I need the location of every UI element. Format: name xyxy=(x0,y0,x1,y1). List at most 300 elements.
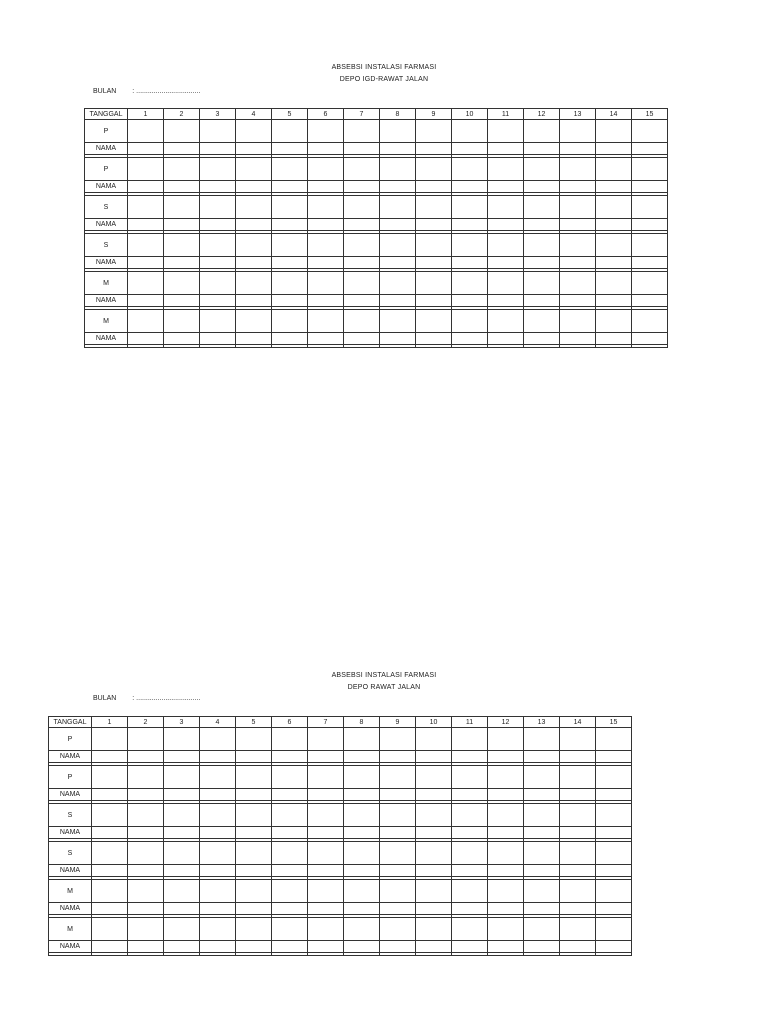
name-cell[interactable] xyxy=(380,941,416,953)
name-cell[interactable] xyxy=(236,865,272,877)
attendance-cell[interactable] xyxy=(164,272,200,295)
name-cell[interactable] xyxy=(236,257,272,269)
attendance-cell[interactable] xyxy=(452,842,488,865)
attendance-cell[interactable] xyxy=(308,918,344,941)
attendance-cell[interactable] xyxy=(488,272,524,295)
name-cell[interactable] xyxy=(236,333,272,345)
attendance-cell[interactable] xyxy=(308,272,344,295)
name-cell[interactable] xyxy=(200,903,236,915)
attendance-cell[interactable] xyxy=(380,310,416,333)
attendance-cell[interactable] xyxy=(164,880,200,903)
name-cell[interactable] xyxy=(200,941,236,953)
name-cell[interactable] xyxy=(308,827,344,839)
name-cell[interactable] xyxy=(308,181,344,193)
attendance-cell[interactable] xyxy=(452,766,488,789)
attendance-cell[interactable] xyxy=(596,766,632,789)
name-cell[interactable] xyxy=(236,219,272,231)
name-cell[interactable] xyxy=(596,827,632,839)
name-cell[interactable] xyxy=(128,257,164,269)
name-cell[interactable] xyxy=(200,181,236,193)
name-cell[interactable] xyxy=(92,903,128,915)
attendance-cell[interactable] xyxy=(236,880,272,903)
attendance-cell[interactable] xyxy=(632,120,668,143)
attendance-cell[interactable] xyxy=(164,918,200,941)
attendance-cell[interactable] xyxy=(272,766,308,789)
name-cell[interactable] xyxy=(308,295,344,307)
attendance-cell[interactable] xyxy=(236,158,272,181)
name-cell[interactable] xyxy=(452,143,488,155)
name-cell[interactable] xyxy=(164,827,200,839)
name-cell[interactable] xyxy=(164,751,200,763)
attendance-cell[interactable] xyxy=(200,196,236,219)
name-cell[interactable] xyxy=(272,295,308,307)
attendance-cell[interactable] xyxy=(380,918,416,941)
attendance-cell[interactable] xyxy=(236,196,272,219)
attendance-cell[interactable] xyxy=(560,842,596,865)
attendance-cell[interactable] xyxy=(560,158,596,181)
attendance-cell[interactable] xyxy=(128,728,164,751)
name-cell[interactable] xyxy=(524,827,560,839)
name-cell[interactable] xyxy=(560,865,596,877)
name-cell[interactable] xyxy=(596,181,632,193)
name-cell[interactable] xyxy=(344,789,380,801)
attendance-cell[interactable] xyxy=(236,120,272,143)
attendance-cell[interactable] xyxy=(596,804,632,827)
attendance-cell[interactable] xyxy=(308,728,344,751)
attendance-cell[interactable] xyxy=(128,804,164,827)
name-cell[interactable] xyxy=(344,143,380,155)
name-cell[interactable] xyxy=(416,789,452,801)
attendance-cell[interactable] xyxy=(308,158,344,181)
name-cell[interactable] xyxy=(272,257,308,269)
attendance-cell[interactable] xyxy=(128,310,164,333)
attendance-cell[interactable] xyxy=(200,310,236,333)
name-cell[interactable] xyxy=(632,219,668,231)
name-cell[interactable] xyxy=(236,295,272,307)
name-cell[interactable] xyxy=(560,257,596,269)
attendance-cell[interactable] xyxy=(92,766,128,789)
name-cell[interactable] xyxy=(308,941,344,953)
name-cell[interactable] xyxy=(128,143,164,155)
attendance-cell[interactable] xyxy=(272,234,308,257)
name-cell[interactable] xyxy=(488,143,524,155)
name-cell[interactable] xyxy=(344,219,380,231)
name-cell[interactable] xyxy=(380,143,416,155)
name-cell[interactable] xyxy=(488,865,524,877)
name-cell[interactable] xyxy=(632,333,668,345)
attendance-cell[interactable] xyxy=(560,310,596,333)
attendance-cell[interactable] xyxy=(344,272,380,295)
attendance-cell[interactable] xyxy=(164,728,200,751)
name-cell[interactable] xyxy=(452,941,488,953)
attendance-cell[interactable] xyxy=(308,766,344,789)
name-cell[interactable] xyxy=(200,295,236,307)
name-cell[interactable] xyxy=(92,941,128,953)
name-cell[interactable] xyxy=(488,827,524,839)
attendance-cell[interactable] xyxy=(560,804,596,827)
name-cell[interactable] xyxy=(200,865,236,877)
name-cell[interactable] xyxy=(632,257,668,269)
attendance-cell[interactable] xyxy=(272,120,308,143)
name-cell[interactable] xyxy=(524,257,560,269)
attendance-cell[interactable] xyxy=(596,880,632,903)
name-cell[interactable] xyxy=(344,941,380,953)
name-cell[interactable] xyxy=(272,865,308,877)
attendance-cell[interactable] xyxy=(524,804,560,827)
attendance-cell[interactable] xyxy=(452,272,488,295)
attendance-cell[interactable] xyxy=(524,310,560,333)
attendance-cell[interactable] xyxy=(344,842,380,865)
name-cell[interactable] xyxy=(524,295,560,307)
attendance-cell[interactable] xyxy=(272,196,308,219)
name-cell[interactable] xyxy=(236,181,272,193)
attendance-cell[interactable] xyxy=(524,196,560,219)
attendance-cell[interactable] xyxy=(488,310,524,333)
name-cell[interactable] xyxy=(308,257,344,269)
name-cell[interactable] xyxy=(488,789,524,801)
name-cell[interactable] xyxy=(128,903,164,915)
name-cell[interactable] xyxy=(272,181,308,193)
name-cell[interactable] xyxy=(236,941,272,953)
name-cell[interactable] xyxy=(488,333,524,345)
name-cell[interactable] xyxy=(200,333,236,345)
name-cell[interactable] xyxy=(488,903,524,915)
name-cell[interactable] xyxy=(236,751,272,763)
name-cell[interactable] xyxy=(488,751,524,763)
attendance-cell[interactable] xyxy=(344,310,380,333)
name-cell[interactable] xyxy=(596,219,632,231)
name-cell[interactable] xyxy=(128,827,164,839)
attendance-cell[interactable] xyxy=(308,842,344,865)
attendance-cell[interactable] xyxy=(524,728,560,751)
attendance-cell[interactable] xyxy=(596,234,632,257)
attendance-cell[interactable] xyxy=(128,880,164,903)
attendance-cell[interactable] xyxy=(488,234,524,257)
name-cell[interactable] xyxy=(416,257,452,269)
name-cell[interactable] xyxy=(308,333,344,345)
name-cell[interactable] xyxy=(416,751,452,763)
name-cell[interactable] xyxy=(596,257,632,269)
name-cell[interactable] xyxy=(344,333,380,345)
name-cell[interactable] xyxy=(560,295,596,307)
name-cell[interactable] xyxy=(164,143,200,155)
attendance-cell[interactable] xyxy=(200,842,236,865)
attendance-cell[interactable] xyxy=(560,196,596,219)
name-cell[interactable] xyxy=(452,827,488,839)
attendance-cell[interactable] xyxy=(236,234,272,257)
attendance-cell[interactable] xyxy=(380,804,416,827)
name-cell[interactable] xyxy=(200,827,236,839)
attendance-cell[interactable] xyxy=(308,120,344,143)
attendance-cell[interactable] xyxy=(128,272,164,295)
name-cell[interactable] xyxy=(524,143,560,155)
attendance-cell[interactable] xyxy=(92,880,128,903)
name-cell[interactable] xyxy=(380,827,416,839)
name-cell[interactable] xyxy=(596,789,632,801)
attendance-cell[interactable] xyxy=(236,310,272,333)
attendance-cell[interactable] xyxy=(452,880,488,903)
attendance-cell[interactable] xyxy=(452,120,488,143)
attendance-cell[interactable] xyxy=(272,728,308,751)
attendance-cell[interactable] xyxy=(416,234,452,257)
name-cell[interactable] xyxy=(344,751,380,763)
name-cell[interactable] xyxy=(272,333,308,345)
attendance-cell[interactable] xyxy=(236,728,272,751)
attendance-cell[interactable] xyxy=(596,842,632,865)
name-cell[interactable] xyxy=(560,827,596,839)
attendance-cell[interactable] xyxy=(632,234,668,257)
name-cell[interactable] xyxy=(380,789,416,801)
name-cell[interactable] xyxy=(560,903,596,915)
name-cell[interactable] xyxy=(416,295,452,307)
name-cell[interactable] xyxy=(524,751,560,763)
name-cell[interactable] xyxy=(236,789,272,801)
name-cell[interactable] xyxy=(344,903,380,915)
name-cell[interactable] xyxy=(524,219,560,231)
attendance-cell[interactable] xyxy=(524,766,560,789)
name-cell[interactable] xyxy=(200,257,236,269)
attendance-cell[interactable] xyxy=(200,234,236,257)
attendance-cell[interactable] xyxy=(164,842,200,865)
name-cell[interactable] xyxy=(380,903,416,915)
attendance-cell[interactable] xyxy=(416,880,452,903)
name-cell[interactable] xyxy=(308,143,344,155)
name-cell[interactable] xyxy=(560,219,596,231)
attendance-cell[interactable] xyxy=(128,234,164,257)
name-cell[interactable] xyxy=(452,333,488,345)
name-cell[interactable] xyxy=(416,865,452,877)
name-cell[interactable] xyxy=(200,789,236,801)
name-cell[interactable] xyxy=(344,865,380,877)
name-cell[interactable] xyxy=(380,751,416,763)
attendance-cell[interactable] xyxy=(380,234,416,257)
attendance-cell[interactable] xyxy=(128,766,164,789)
name-cell[interactable] xyxy=(632,143,668,155)
attendance-cell[interactable] xyxy=(380,158,416,181)
name-cell[interactable] xyxy=(452,257,488,269)
name-cell[interactable] xyxy=(416,903,452,915)
attendance-cell[interactable] xyxy=(164,234,200,257)
name-cell[interactable] xyxy=(128,941,164,953)
attendance-cell[interactable] xyxy=(524,880,560,903)
name-cell[interactable] xyxy=(344,181,380,193)
name-cell[interactable] xyxy=(128,333,164,345)
attendance-cell[interactable] xyxy=(200,880,236,903)
attendance-cell[interactable] xyxy=(596,158,632,181)
name-cell[interactable] xyxy=(416,941,452,953)
attendance-cell[interactable] xyxy=(236,272,272,295)
attendance-cell[interactable] xyxy=(344,158,380,181)
attendance-cell[interactable] xyxy=(416,196,452,219)
name-cell[interactable] xyxy=(344,257,380,269)
attendance-cell[interactable] xyxy=(200,728,236,751)
attendance-cell[interactable] xyxy=(416,728,452,751)
attendance-cell[interactable] xyxy=(416,918,452,941)
name-cell[interactable] xyxy=(488,295,524,307)
attendance-cell[interactable] xyxy=(92,804,128,827)
attendance-cell[interactable] xyxy=(128,196,164,219)
attendance-cell[interactable] xyxy=(524,918,560,941)
attendance-cell[interactable] xyxy=(380,728,416,751)
attendance-cell[interactable] xyxy=(596,196,632,219)
name-cell[interactable] xyxy=(380,333,416,345)
name-cell[interactable] xyxy=(488,257,524,269)
attendance-cell[interactable] xyxy=(380,842,416,865)
name-cell[interactable] xyxy=(164,181,200,193)
name-cell[interactable] xyxy=(380,295,416,307)
name-cell[interactable] xyxy=(596,941,632,953)
name-cell[interactable] xyxy=(632,181,668,193)
attendance-cell[interactable] xyxy=(308,234,344,257)
attendance-cell[interactable] xyxy=(632,310,668,333)
name-cell[interactable] xyxy=(164,789,200,801)
attendance-cell[interactable] xyxy=(272,804,308,827)
name-cell[interactable] xyxy=(416,827,452,839)
attendance-cell[interactable] xyxy=(380,120,416,143)
attendance-cell[interactable] xyxy=(272,310,308,333)
name-cell[interactable] xyxy=(596,865,632,877)
attendance-cell[interactable] xyxy=(236,842,272,865)
attendance-cell[interactable] xyxy=(560,120,596,143)
name-cell[interactable] xyxy=(524,333,560,345)
attendance-cell[interactable] xyxy=(452,196,488,219)
name-cell[interactable] xyxy=(308,865,344,877)
name-cell[interactable] xyxy=(524,789,560,801)
attendance-cell[interactable] xyxy=(164,804,200,827)
attendance-cell[interactable] xyxy=(272,842,308,865)
attendance-cell[interactable] xyxy=(164,310,200,333)
attendance-cell[interactable] xyxy=(128,120,164,143)
name-cell[interactable] xyxy=(416,333,452,345)
name-cell[interactable] xyxy=(416,219,452,231)
attendance-cell[interactable] xyxy=(164,766,200,789)
name-cell[interactable] xyxy=(164,219,200,231)
attendance-cell[interactable] xyxy=(488,842,524,865)
attendance-cell[interactable] xyxy=(380,272,416,295)
attendance-cell[interactable] xyxy=(416,310,452,333)
attendance-cell[interactable] xyxy=(164,158,200,181)
attendance-cell[interactable] xyxy=(524,158,560,181)
name-cell[interactable] xyxy=(164,257,200,269)
attendance-cell[interactable] xyxy=(488,158,524,181)
attendance-cell[interactable] xyxy=(560,766,596,789)
attendance-cell[interactable] xyxy=(272,880,308,903)
attendance-cell[interactable] xyxy=(200,272,236,295)
attendance-cell[interactable] xyxy=(344,918,380,941)
name-cell[interactable] xyxy=(128,295,164,307)
attendance-cell[interactable] xyxy=(344,880,380,903)
name-cell[interactable] xyxy=(560,181,596,193)
attendance-cell[interactable] xyxy=(452,234,488,257)
name-cell[interactable] xyxy=(128,181,164,193)
attendance-cell[interactable] xyxy=(560,272,596,295)
name-cell[interactable] xyxy=(452,219,488,231)
attendance-cell[interactable] xyxy=(308,804,344,827)
attendance-cell[interactable] xyxy=(128,158,164,181)
attendance-cell[interactable] xyxy=(596,272,632,295)
attendance-cell[interactable] xyxy=(92,842,128,865)
attendance-cell[interactable] xyxy=(200,766,236,789)
attendance-cell[interactable] xyxy=(344,196,380,219)
attendance-cell[interactable] xyxy=(560,728,596,751)
name-cell[interactable] xyxy=(164,903,200,915)
attendance-cell[interactable] xyxy=(452,918,488,941)
name-cell[interactable] xyxy=(272,789,308,801)
name-cell[interactable] xyxy=(596,903,632,915)
name-cell[interactable] xyxy=(200,219,236,231)
attendance-cell[interactable] xyxy=(488,918,524,941)
name-cell[interactable] xyxy=(560,789,596,801)
attendance-cell[interactable] xyxy=(416,272,452,295)
name-cell[interactable] xyxy=(632,295,668,307)
name-cell[interactable] xyxy=(272,903,308,915)
name-cell[interactable] xyxy=(308,751,344,763)
name-cell[interactable] xyxy=(272,941,308,953)
name-cell[interactable] xyxy=(560,751,596,763)
attendance-cell[interactable] xyxy=(632,196,668,219)
name-cell[interactable] xyxy=(128,865,164,877)
name-cell[interactable] xyxy=(380,257,416,269)
attendance-cell[interactable] xyxy=(380,196,416,219)
attendance-cell[interactable] xyxy=(632,272,668,295)
name-cell[interactable] xyxy=(92,751,128,763)
name-cell[interactable] xyxy=(92,827,128,839)
name-cell[interactable] xyxy=(524,903,560,915)
attendance-cell[interactable] xyxy=(380,880,416,903)
attendance-cell[interactable] xyxy=(488,728,524,751)
attendance-cell[interactable] xyxy=(200,918,236,941)
name-cell[interactable] xyxy=(92,865,128,877)
attendance-cell[interactable] xyxy=(416,766,452,789)
attendance-cell[interactable] xyxy=(272,158,308,181)
attendance-cell[interactable] xyxy=(272,918,308,941)
attendance-cell[interactable] xyxy=(344,766,380,789)
attendance-cell[interactable] xyxy=(200,120,236,143)
attendance-cell[interactable] xyxy=(596,120,632,143)
name-cell[interactable] xyxy=(236,827,272,839)
attendance-cell[interactable] xyxy=(200,158,236,181)
name-cell[interactable] xyxy=(488,219,524,231)
attendance-cell[interactable] xyxy=(236,804,272,827)
name-cell[interactable] xyxy=(164,865,200,877)
attendance-cell[interactable] xyxy=(236,918,272,941)
name-cell[interactable] xyxy=(452,865,488,877)
name-cell[interactable] xyxy=(416,143,452,155)
attendance-cell[interactable] xyxy=(488,804,524,827)
attendance-cell[interactable] xyxy=(560,234,596,257)
name-cell[interactable] xyxy=(236,143,272,155)
attendance-cell[interactable] xyxy=(344,234,380,257)
attendance-cell[interactable] xyxy=(416,158,452,181)
name-cell[interactable] xyxy=(416,181,452,193)
attendance-cell[interactable] xyxy=(452,158,488,181)
name-cell[interactable] xyxy=(164,333,200,345)
name-cell[interactable] xyxy=(488,941,524,953)
name-cell[interactable] xyxy=(200,751,236,763)
name-cell[interactable] xyxy=(164,941,200,953)
attendance-cell[interactable] xyxy=(128,842,164,865)
attendance-cell[interactable] xyxy=(92,728,128,751)
attendance-cell[interactable] xyxy=(452,804,488,827)
attendance-cell[interactable] xyxy=(524,842,560,865)
name-cell[interactable] xyxy=(380,865,416,877)
attendance-cell[interactable] xyxy=(524,234,560,257)
name-cell[interactable] xyxy=(272,751,308,763)
attendance-cell[interactable] xyxy=(416,804,452,827)
name-cell[interactable] xyxy=(128,219,164,231)
attendance-cell[interactable] xyxy=(236,766,272,789)
attendance-cell[interactable] xyxy=(200,804,236,827)
